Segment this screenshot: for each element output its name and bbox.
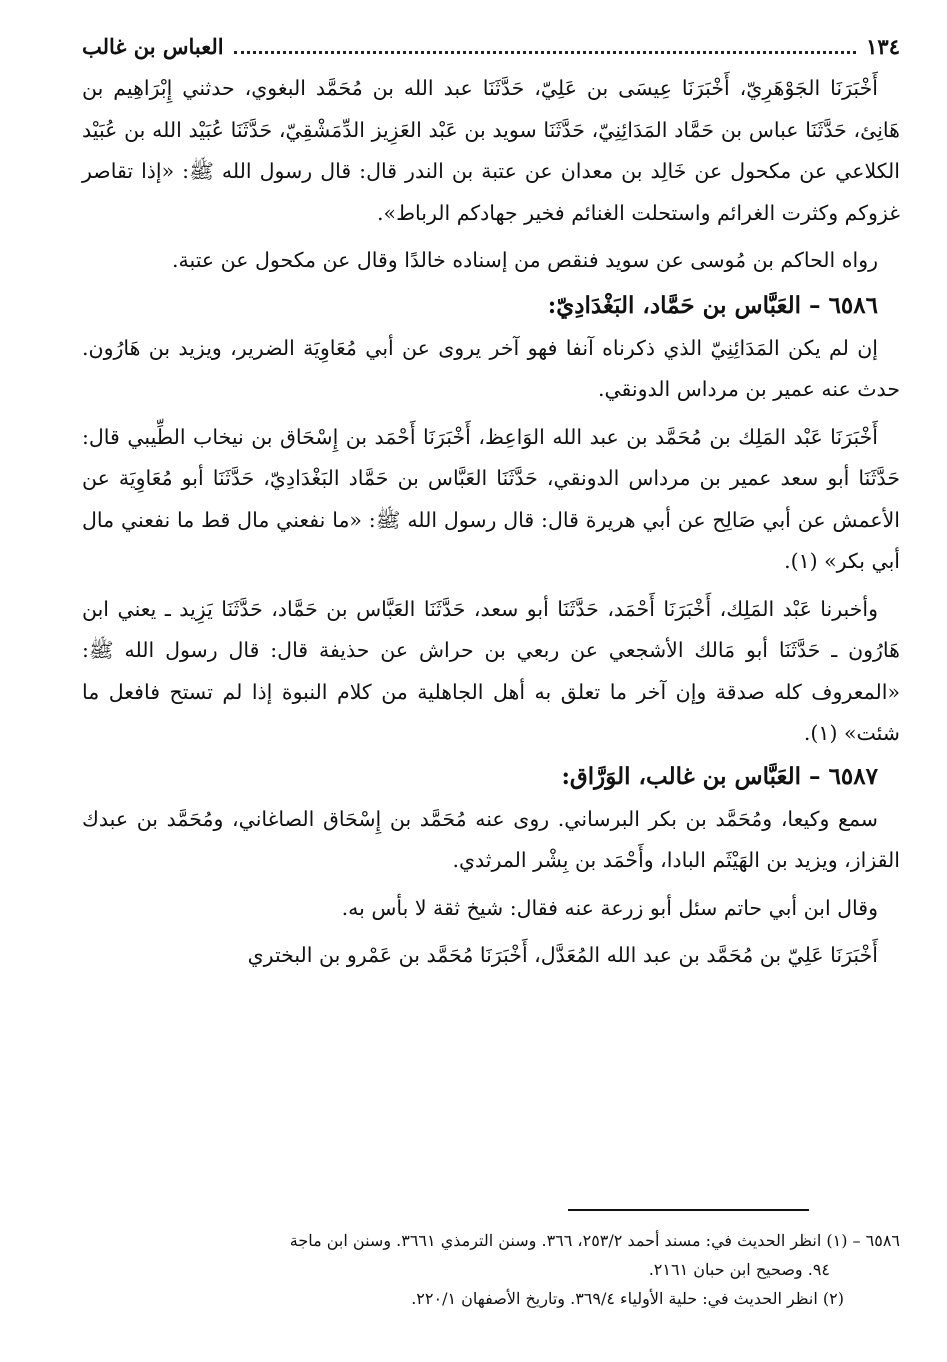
paragraph-grading-6587: وقال ابن أبي حاتم سئل أبو زرعة عنه فقال: شيخ ثقة لا بأس به.	[341, 895, 878, 920]
paragraph-hadith-6586-a: أَخْبَرَنَا عَبْد المَلِك بن مُحَمَّد بن عبد الله الوَاعِظ، أَخْبَرَنَا أَحْمَد بن إِسْحَاق بن نيخاب الطِّيبي قال: حَدَّثَنَا أبو سعد عمير بن مرداس الدونقي، حَدَّثَنَا العَبَّاس بن حَمَّاد البَغْدَادِيّ، حَدَّثَنَا أبو مُعَاوِيَة عن الأعمش عن أبي صَالِح عن أبي هريرة قال: قال رسول الله ﷺ: «ما نفعني مال قط ما نفعني مال أبي بكر» (١).	[82, 424, 900, 573]
footnote-separator	[568, 1209, 809, 1211]
book-page	[82, 34, 900, 977]
paragraph-biography-6586: إن لم يكن المَدَائِنِيّ الذي ذكرناه آنفا فهو آخر يروى عن أبي مُعَاوِيَة الضرير، ويزيد بن هَارُون. حدث عنه عمير بن مرداس الدونقي.	[82, 335, 900, 401]
footnotes	[82, 1226, 900, 1313]
running-header	[82, 34, 900, 68]
footnote-1-continuation: ٩٤. وصحيح ابن حبان ٢١٦١.	[648, 1260, 830, 1279]
entry-heading-6586: ٦٥٨٦ – العَبَّاس بن حَمَّاد، البَغْدَادِيّ:	[547, 291, 878, 319]
paragraph-hadith-6586-b: وأخبرنا عَبْد المَلِك، أَخْبَرَنَا أَحْمَد، حَدَّثَنَا أبو سعد، حَدَّثَنَا العَبَّاس بن حَمَّاد، حَدَّثَنَا يَزِيد ـ يعني ابن هَارُون ـ حَدَّثَنَا أبو مَالك الأشجعي عن ربعي بن حراش عن حذيفة قال: قال رسول الله ﷺ: «المعروف كله صدقة وإن آخر ما تعلق به أهل الجاهلية من كلام النبوة إذا لم تستح فافعل ما شئت» (١).	[82, 596, 900, 745]
paragraph-isnad-1: أَخْبَرَنَا الجَوْهَرِيّ، أَخْبَرَنَا عِيسَى بن عَلِيّ، حَدَّثَنَا عبد الله بن مُحَمَّد البغوي، حدثني إِبْرَاهِيم بن هَانِئ، حَدَّثَنَا عباس بن حَمَّاد المَدَائِنِيّ، حَدَّثَنَا سويد بن عَبْد العَزِيز الدِّمَشْقِيّ، حَدَّثَنَا عُبَيْد الله بن عُبَيْد الكلاعي عن مكحول عن خَالِد بن معدان عن عتبة بن الندر قال: قال رسول الله ﷺ: «إذا تقاصر غزوكم وكثرت الغرائم واستحلت الغنائم فخير جهادكم الرباط».	[82, 76, 900, 225]
entry-heading-6587: ٦٥٨٧ – العَبَّاس بن غالب، الوَرَّاق:	[561, 762, 878, 790]
paragraph-biography-6587: سمع وكيعا، ومُحَمَّد بن بكر البرساني. روى عنه مُحَمَّد بن إِسْحَاق الصاغاني، ومُحَمَّد بن عبدك القزاز، ويزيد بن الهَيْثَم البادا، وأَحْمَد بن بِشْر المرثدي.	[82, 806, 900, 872]
running-title: العباس بن غالب	[82, 34, 224, 59]
page-number: ١٣٤	[866, 34, 900, 59]
footnote-2: (٢) انظر الحديث في: حلية الأولياء ٣٦٩/٤. وتاريخ الأصفهان ٢٢٠/١.	[411, 1289, 844, 1308]
paragraph-isnad-6587: أَخْبَرَنَا عَلِيّ بن مُحَمَّد بن عبد الله المُعَدَّل، أَخْبَرَنَا مُحَمَّد بن عَمْرو بن البختري	[247, 943, 878, 967]
footnote-1: ٦٥٨٦ – (١) انظر الحديث في: مسند أحمد ٢٥٣/٢، ٣٦٦. وسنن الترمذي ٣٦٦١. وسنن ابن ماجة	[289, 1231, 900, 1250]
header-dotted-leader	[234, 51, 857, 54]
paragraph-note-1: رواه الحاكم بن مُوسى عن سويد فنقص من إسناده خالدًا وقال عن مكحول عن عتبة.	[172, 248, 878, 272]
